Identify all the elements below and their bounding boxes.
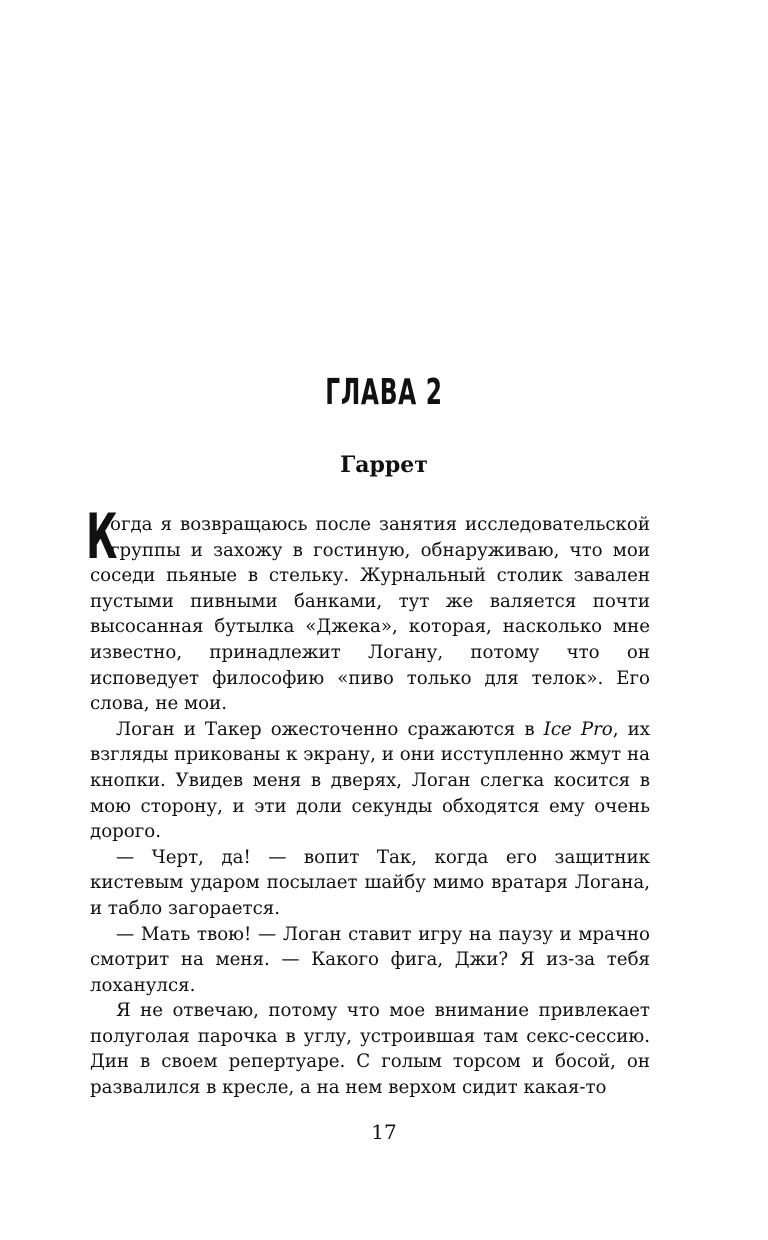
chapter-title: ГЛАВА 2 [325, 372, 443, 413]
paragraph-5: Я не отвечаю, потому что мое внимание привлекает полуголая парочка в углу, устроившая там секс-сессию. Дин в своем репертуаре. С голым торсом и босой, он развалился в кресле, а на нем верхом сидит какая-то [90, 1000, 650, 1099]
body-text [86, 500, 651, 1101]
paragraph-2-text-after: , их взгляды прикованы к экрану, и они исступленно жмут на кнопки. Увидев меня в дверях, Логан слегка косится в мою сторону, и эти доли секунды обходятся ему очень дорого. [90, 718, 651, 843]
paragraph-1-text: огда я возвращаюсь после занятия исследовательской группы и захожу в гостиную, обнаруживаю, что мои соседи пьяные в стельку. Журнальный столик завален пустыми пивными банками, тут же валяется почти высосанная бутылка «Джека», которая, насколько мне известно, принадлежит Логану, потому что он исповедует философию «пиво только для телок». Его слова, не мои. [90, 514, 650, 715]
page-number: 17 [371, 1120, 397, 1144]
paragraph-1 [86, 500, 650, 717]
paragraph-4: — Мать твою! — Логан ставит игру на паузу и мрачно смотрит на меня. — Какого фига, Джи? Я из-за тебя лоханулся. [90, 923, 650, 996]
paragraph-2 [90, 717, 650, 845]
paragraph-2-text-before: Логан и Такер ожесточенно сражаются в [116, 718, 544, 740]
game-title: Ice Pro [543, 718, 613, 740]
drop-cap: К [86, 500, 118, 573]
paragraph-3: — Черт, да! — вопит Так, когда его защитник кистевым ударом посылает шайбу мимо вратаря Логана, и табло загорается. [90, 846, 650, 919]
chapter-subtitle: Гаррет [340, 452, 428, 478]
